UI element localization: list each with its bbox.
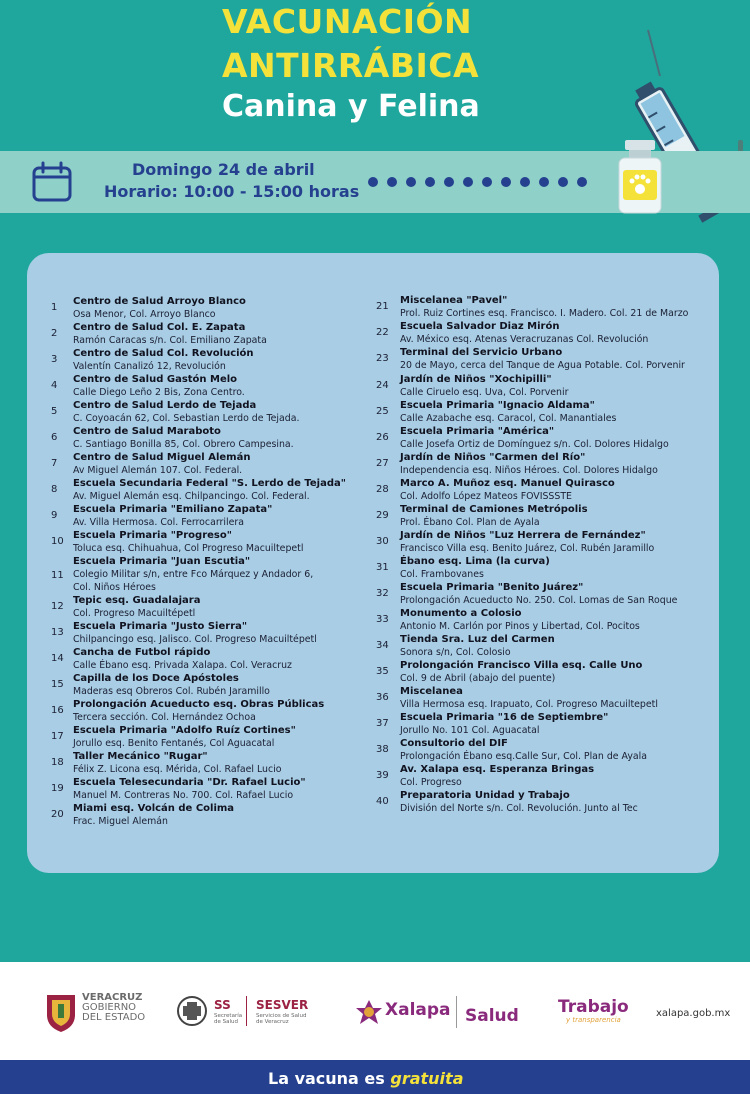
veracruz-label: VERACRUZ GOBIERNO DEL ESTADO	[82, 992, 146, 1023]
xalapa-logo-icon	[354, 998, 384, 1026]
veracruz-shield-icon	[44, 991, 78, 1033]
location-address: Col. Frambovanes	[400, 569, 484, 580]
location-number: 40	[376, 796, 389, 807]
location-address: Jorullo No. 101 Col. Aguacatal	[400, 725, 540, 736]
website-label: xalapa.gob.mx	[656, 1008, 731, 1019]
location-name: Marco A. Muñoz esq. Manuel Quirasco	[400, 478, 615, 489]
location-name: Jardín de Niños "Carmen del Río"	[400, 452, 586, 463]
location-name: Escuela Primaria "América"	[400, 426, 555, 437]
location-number: 22	[376, 327, 389, 338]
location-address: Calle Josefa Ortiz de Domínguez s/n. Col. Dolores Hidalgo	[400, 439, 669, 450]
location-number: 9	[51, 510, 58, 521]
location-address: Chilpancingo esq. Jalisco. Col. Progreso Macuiltépetl	[73, 634, 317, 645]
location-address: Sonora s/n, Col. Colosio	[400, 647, 511, 658]
location-name: Capilla de los Doce Apóstoles	[73, 673, 239, 684]
salud-label: Salud	[465, 1006, 519, 1026]
event-date: Domingo 24 de abril	[132, 160, 315, 179]
location-name: Centro de Salud Arroyo Blanco	[73, 296, 246, 307]
location-number: 28	[376, 484, 389, 495]
location-name: Escuela Primaria "Emiliano Zapata"	[73, 504, 273, 515]
sesver-label: SESVER	[256, 998, 309, 1012]
location-address: Frac. Miguel Alemán	[73, 816, 168, 827]
location-name: Cancha de Futbol rápido	[73, 647, 211, 658]
location-name: Centro de Salud Lerdo de Tejada	[73, 400, 257, 411]
location-address: C. Santiago Bonilla 85, Col. Obrero Campesina.	[73, 439, 294, 450]
location-name: Prolongación Acueducto esq. Obras Públicas	[73, 699, 325, 710]
location-address: Calle Diego Leño 2 Bis, Zona Centro.	[73, 387, 245, 398]
location-name: Centro de Salud Gastón Melo	[73, 374, 238, 385]
location-number: 24	[376, 380, 389, 391]
location-number: 31	[376, 562, 389, 573]
location-address: Av. México esq. Atenas Veracruzanas Col. Revolución	[400, 334, 649, 345]
location-address: 20 de Mayo, cerca del Tanque de Agua Potable. Col. Porvenir	[400, 360, 685, 371]
location-number: 30	[376, 536, 389, 547]
location-number: 4	[51, 380, 58, 391]
title-canina-felina: Canina y Felina	[222, 89, 480, 124]
location-number: 11	[51, 570, 64, 581]
location-address: Valentín Canalizó 12, Revolución	[73, 361, 226, 372]
event-hours: Horario: 10:00 - 15:00 horas	[104, 182, 360, 201]
location-number: 32	[376, 588, 389, 599]
dotted-divider	[368, 177, 587, 187]
location-name: Terminal del Servicio Urbano	[400, 347, 563, 358]
location-name: Jardín de Niños "Luz Herrera de Fernández"	[400, 530, 646, 541]
location-number: 35	[376, 666, 389, 677]
location-name: Jardín de Niños "Xochipilli"	[400, 374, 552, 385]
location-address: Osa Menor, Col. Arroyo Blanco	[73, 309, 216, 320]
location-number: 19	[51, 783, 64, 794]
location-address: Independencia esq. Niños Héroes. Col. Dolores Hidalgo	[400, 465, 658, 476]
location-number: 8	[51, 484, 58, 495]
location-address: Calle Ciruelo esq. Uva, Col. Porvenir	[400, 387, 569, 398]
location-name: Escuela Secundaria Federal "S. Lerdo de Tejada"	[73, 478, 346, 489]
vaccine-vial-icon	[615, 140, 665, 215]
location-number: 21	[376, 301, 389, 312]
location-name: Monumento a Colosio	[400, 608, 522, 619]
location-name: Taller Mecánico "Rugar"	[73, 751, 208, 762]
location-address: Av. Miguel Alemán esq. Chilpancingo. Col. Federal.	[73, 491, 310, 502]
location-name: Miscelanea "Pavel"	[400, 295, 508, 306]
location-name: Miami esq. Volcán de Colima	[73, 803, 235, 814]
location-name: Consultorio del DIF	[400, 738, 508, 749]
location-number: 2	[51, 328, 58, 339]
location-address: Prol. Ruiz Cortines esq. Francisco. I. Madero. Col. 21 de Marzo	[400, 308, 689, 319]
location-number: 39	[376, 770, 389, 781]
location-name: Escuela Primaria "Juan Escutia"	[73, 556, 251, 567]
location-number: 3	[51, 354, 58, 365]
location-address: Villa Hermosa esq. Irapuato, Col. Progreso Macuiltepetl	[400, 699, 658, 710]
ss-seal-icon	[177, 993, 207, 1029]
location-number: 23	[376, 353, 389, 364]
location-address: Jorullo esq. Benito Fentanés, Col Aguacatal	[73, 738, 275, 749]
location-name: Escuela Primaria "16 de Septiembre"	[400, 712, 609, 723]
location-address: Francisco Villa esq. Benito Juárez, Col. Rubén Jaramillo	[400, 543, 655, 554]
location-name: Escuela Telesecundaria "Dr. Rafael Lucio"	[73, 777, 306, 788]
xalapa-label: Xalapa	[385, 1000, 451, 1020]
trabajo-sublabel: y transparencia	[566, 1016, 621, 1024]
location-name: Escuela Primaria "Benito Juárez"	[400, 582, 584, 593]
location-name: Prolongación Francisco Villa esq. Calle Uno	[400, 660, 643, 671]
location-name: Escuela Primaria "Progreso"	[73, 530, 232, 541]
location-number: 14	[51, 653, 64, 664]
location-address: Prolongación Acueducto No. 250. Col. Lomas de San Roque	[400, 595, 678, 606]
location-address: Colegio Militar s/n, entre Fco Márquez y Andador 6,	[73, 569, 314, 580]
location-name: Escuela Primaria "Ignacio Aldama"	[400, 400, 595, 411]
ss-sublabel: Secretaría de Salud	[214, 1013, 243, 1025]
calendar-icon	[30, 160, 74, 204]
location-number: 33	[376, 614, 389, 625]
location-address: Ramón Caracas s/n. Col. Emiliano Zapata	[73, 335, 267, 346]
location-name: Escuela Primaria "Justo Sierra"	[73, 621, 248, 632]
location-name: Preparatoria Unidad y Trabajo	[400, 790, 570, 801]
location-address: C. Coyoacán 62, Col. Sebastian Lerdo de Tejada.	[73, 413, 300, 424]
location-number: 6	[51, 432, 58, 443]
free-vaccine-note: La vacuna es gratuita	[268, 1069, 464, 1088]
location-address: Col. Progreso Macuiltépetl	[73, 608, 196, 619]
location-address: Félix Z. Licona esq. Mérida, Col. Rafael Lucio	[73, 764, 282, 775]
location-address: Calle Ébano esq. Privada Xalapa. Col. Veracruz	[73, 660, 292, 671]
location-address: Toluca esq. Chihuahua, Col Progreso Macuiltepetl	[73, 543, 304, 554]
location-name: Av. Xalapa esq. Esperanza Bringas	[400, 764, 595, 775]
location-number: 12	[51, 601, 64, 612]
sponsor-footer	[0, 962, 750, 1060]
locations-card	[27, 253, 719, 873]
location-number: 7	[51, 458, 58, 469]
sesver-sublabel: Servicios de Salud de Veracruz	[256, 1013, 307, 1025]
location-name: Tepic esq. Guadalajara	[73, 595, 201, 606]
location-number: 17	[51, 731, 64, 742]
location-address: Maderas esq Obreros Col. Rubén Jaramillo	[73, 686, 270, 697]
location-number: 15	[51, 679, 64, 690]
location-name: Escuela Salvador Diaz Mirón	[400, 321, 560, 332]
location-name: Tienda Sra. Luz del Carmen	[400, 634, 555, 645]
location-number: 20	[51, 809, 64, 820]
location-number: 37	[376, 718, 389, 729]
location-name: Centro de Salud Col. E. Zapata	[73, 322, 246, 333]
location-name: Terminal de Camiones Metrópolis	[400, 504, 588, 515]
location-address: Prol. Ébano Col. Plan de Ayala	[400, 517, 540, 528]
location-address: Calle Azabache esq. Caracol, Col. Manantiales	[400, 413, 617, 424]
footer-divider	[246, 996, 247, 1026]
location-address: Col. Progreso	[400, 777, 462, 788]
location-name: Miscelanea	[400, 686, 463, 697]
location-number: 13	[51, 627, 64, 638]
location-number: 29	[376, 510, 389, 521]
title-vacunacion: VACUNACIÓN	[222, 2, 473, 41]
location-number: 34	[376, 640, 389, 651]
title-antirrabica: ANTIRRÁBICA	[222, 46, 479, 85]
location-address: Col. Adolfo López Mateos FOVISSSTE	[400, 491, 572, 502]
location-number: 18	[51, 757, 64, 768]
location-number: 26	[376, 432, 389, 443]
location-address: Antonio M. Carlón por Pinos y Libertad, Col. Pocitos	[400, 621, 640, 632]
location-name: Ébano esq. Lima (la curva)	[400, 556, 550, 567]
location-number: 5	[51, 406, 58, 417]
location-address: Prolongación Ébano esq.Calle Sur, Col. Plan de Ayala	[400, 751, 647, 762]
location-number: 27	[376, 458, 389, 469]
location-name: Centro de Salud Miguel Alemán	[73, 452, 251, 463]
location-number: 1	[51, 302, 58, 313]
location-address: Av Miguel Alemán 107. Col. Federal.	[73, 465, 243, 476]
location-number: 16	[51, 705, 64, 716]
location-name: Escuela Primaria "Adolfo Ruíz Cortines"	[73, 725, 296, 736]
location-number: 36	[376, 692, 389, 703]
trabajo-label: Trabajo	[558, 997, 629, 1017]
location-number: 10	[51, 536, 64, 547]
location-address: Av. Villa Hermosa. Col. Ferrocarrilera	[73, 517, 244, 528]
footer-divider	[456, 996, 457, 1028]
location-address: División del Norte s/n. Col. Revolución. Junto al Tec	[400, 803, 638, 814]
location-number: 38	[376, 744, 389, 755]
ss-label: SS	[214, 998, 231, 1012]
location-address: Col. 9 de Abril (abajo del puente)	[400, 673, 556, 684]
location-number: 25	[376, 406, 389, 417]
location-address: Tercera sección. Col. Hernández Ochoa	[73, 712, 256, 723]
location-name: Centro de Salud Maraboto	[73, 426, 221, 437]
location-name: Centro de Salud Col. Revolución	[73, 348, 254, 359]
location-address: Col. Niños Héroes	[73, 582, 156, 593]
location-address: Manuel M. Contreras No. 700. Col. Rafael Lucio	[73, 790, 294, 801]
